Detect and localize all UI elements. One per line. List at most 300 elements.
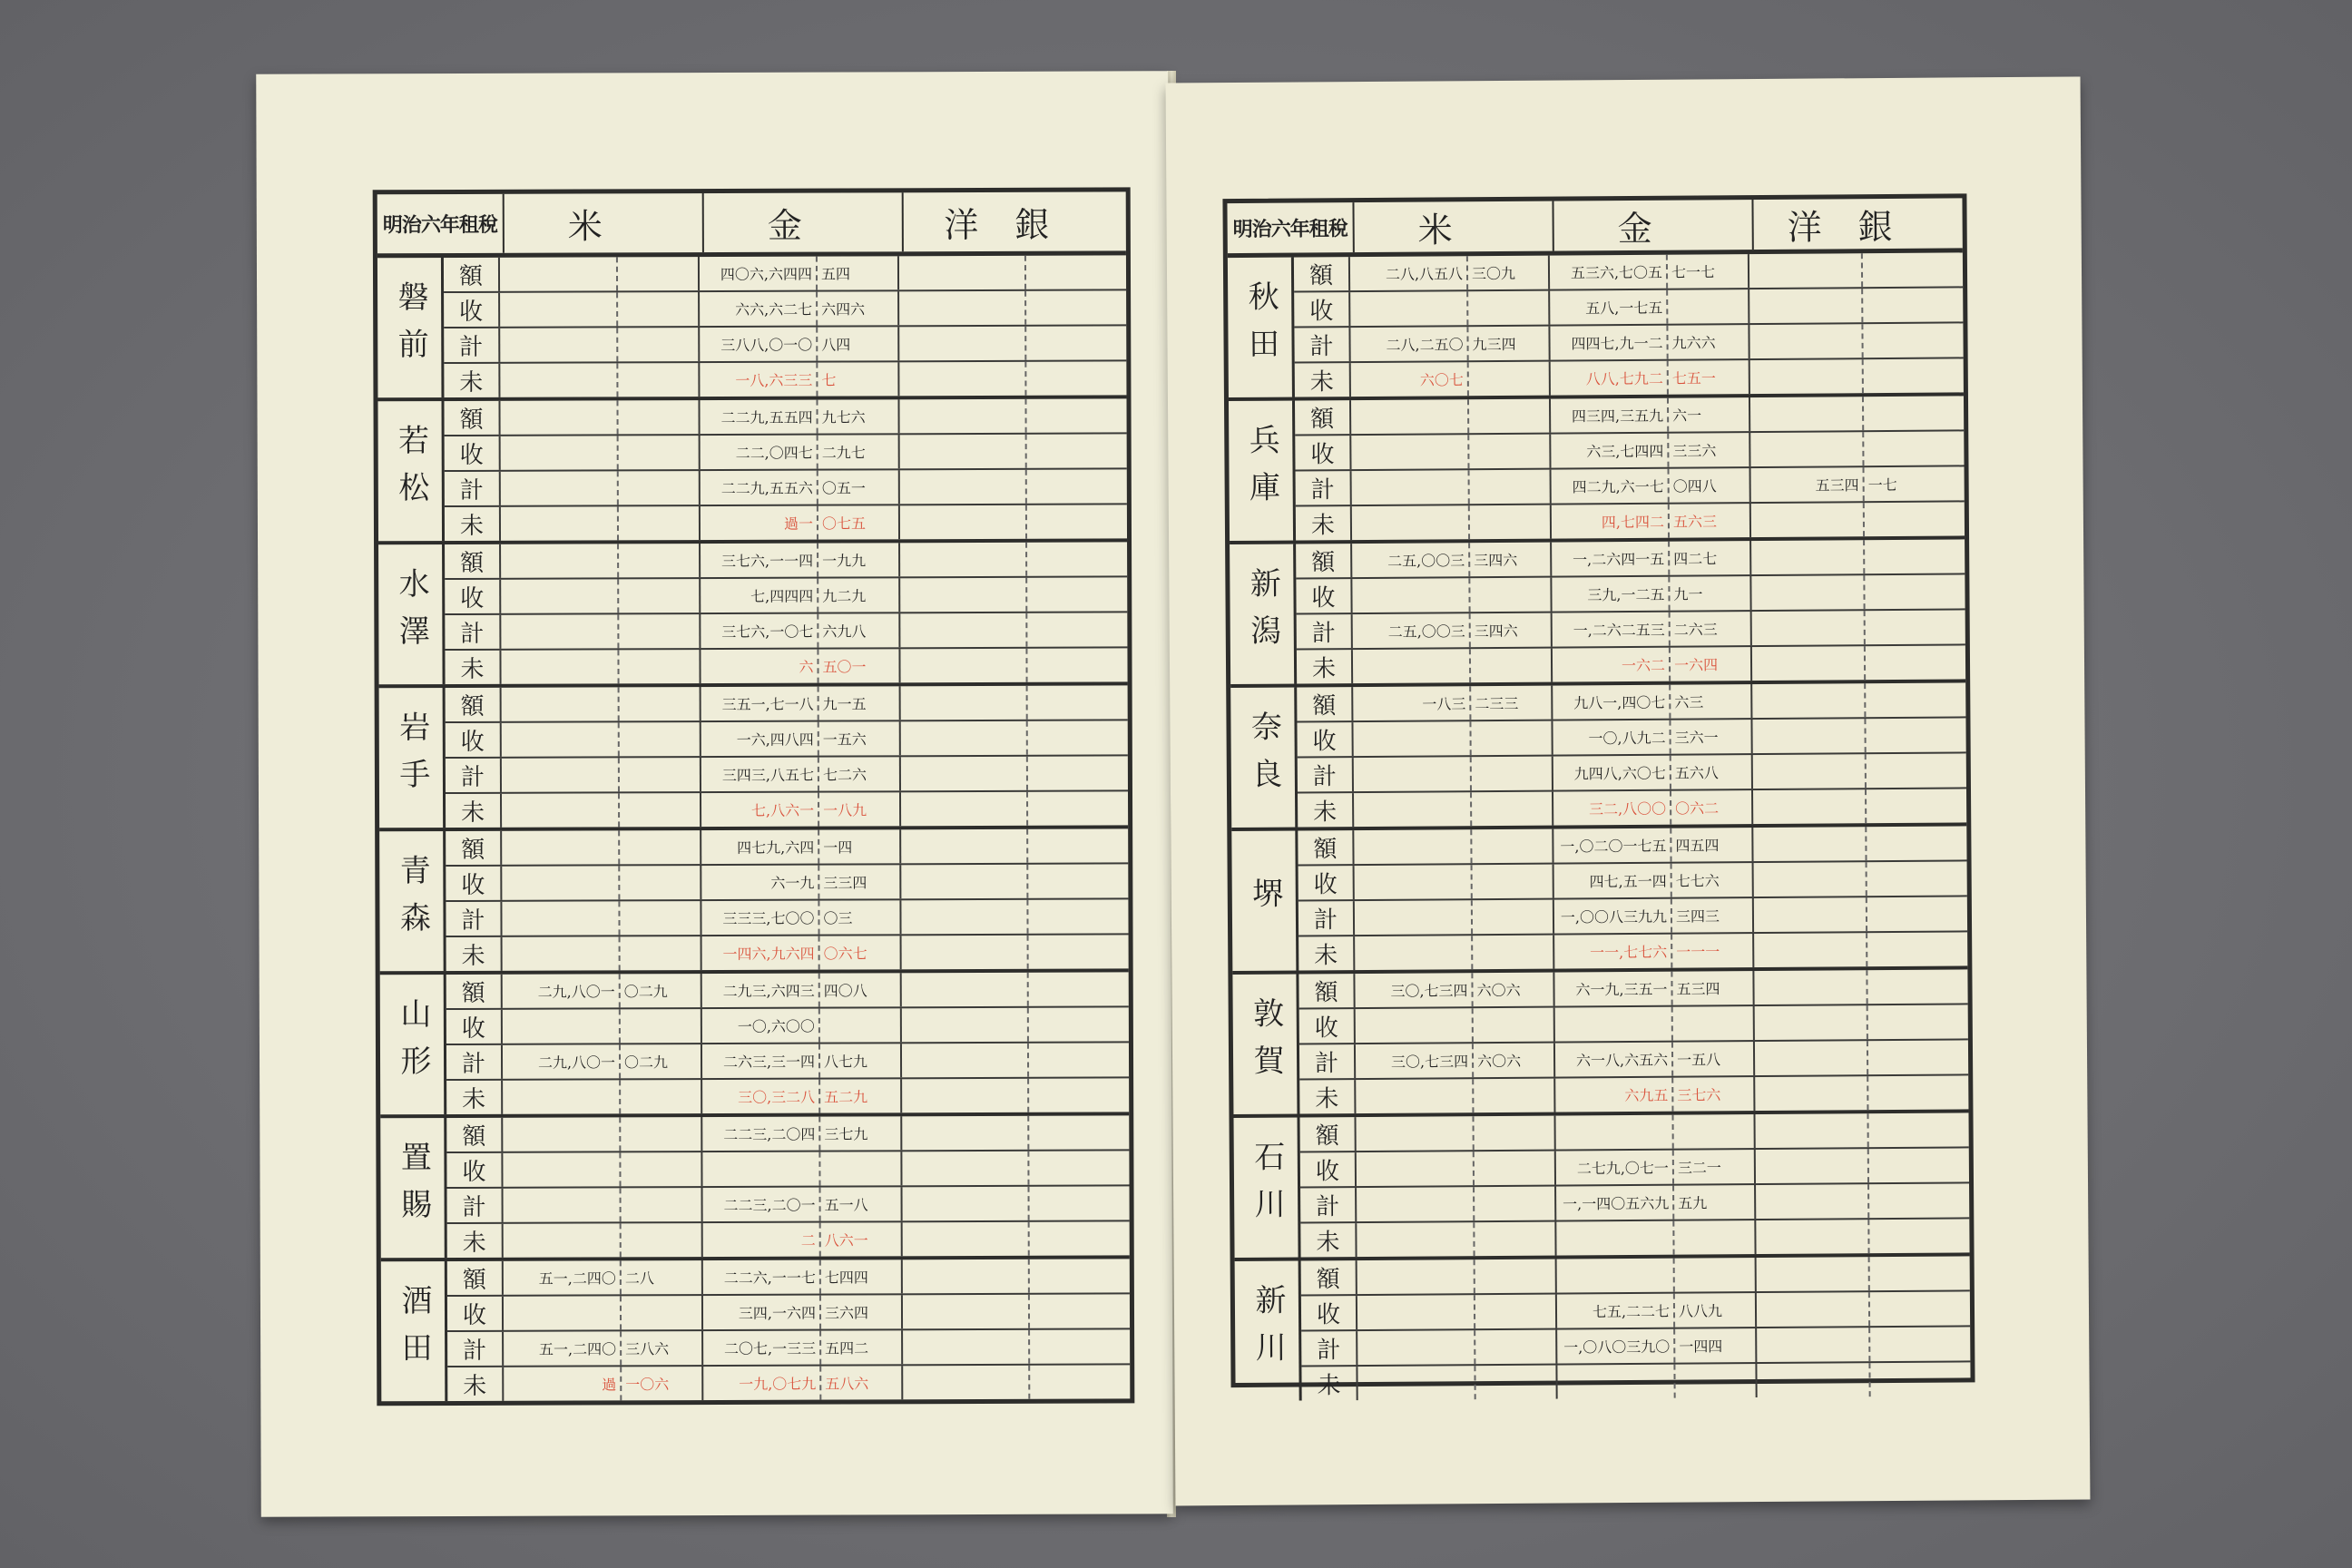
rice-fraction	[619, 471, 701, 505]
row-group	[1300, 1112, 1970, 1257]
prefecture-name: 兵庫	[1229, 401, 1296, 542]
silver-fraction	[1867, 897, 1967, 931]
silver-value	[900, 578, 1027, 612]
silver-value	[901, 829, 1028, 863]
gold-value: 二二六,一一七	[703, 1260, 821, 1294]
rice-fraction: 〇二九	[621, 974, 702, 1007]
rice-fraction	[1475, 1330, 1557, 1365]
rice-value	[1352, 505, 1470, 540]
gold-value: 二〇七,一三三	[703, 1331, 821, 1365]
row-label: 計	[446, 902, 502, 936]
rice-fraction	[1475, 1259, 1557, 1294]
gold-fraction: 六一	[1669, 397, 1750, 432]
row-label: 收	[1294, 292, 1350, 326]
prefecture-name: 若松	[377, 401, 445, 541]
row-label: 未	[447, 1224, 504, 1258]
rice-value	[1350, 291, 1468, 326]
row-label: 額	[1298, 830, 1354, 864]
silver-value	[1750, 359, 1864, 394]
rice-fraction	[618, 292, 700, 326]
rice-value: 五一,二四〇	[504, 1260, 622, 1294]
table-row	[1299, 1075, 1968, 1113]
row-label: 計	[1300, 1188, 1357, 1221]
gold-fraction: 五四	[818, 256, 899, 289]
silver-fraction	[1869, 1219, 1969, 1253]
gold-fraction: 三七九	[820, 1116, 902, 1150]
gold-fraction: 七一七	[1668, 254, 1749, 289]
prefecture-block	[380, 972, 1130, 1118]
row-label: 未	[1300, 1223, 1357, 1257]
row-label: 收	[1297, 722, 1353, 756]
rice-fraction	[1469, 362, 1551, 397]
rice-value	[500, 257, 618, 290]
gold-fraction: 九一五	[819, 686, 901, 720]
left-page	[256, 71, 1173, 1516]
row-label: 額	[1298, 974, 1355, 1007]
rice-heading: 米	[1354, 201, 1553, 253]
table-row	[1295, 431, 1964, 471]
gold-fraction	[1673, 1006, 1755, 1041]
silver-value	[903, 1222, 1030, 1256]
gold-fraction: 三四三	[1672, 898, 1754, 933]
silver-fraction	[1028, 756, 1128, 789]
gold-fraction: 一六四	[1671, 647, 1752, 681]
rice-fraction	[621, 1080, 702, 1113]
table-row	[1300, 1148, 1969, 1188]
gold-value: 二二九,五五六	[701, 471, 818, 505]
gold-value: 一六,四八四	[701, 722, 819, 756]
row-label: 計	[1298, 901, 1355, 935]
gold-value: 三四三,八五七	[701, 758, 819, 791]
table-row	[445, 542, 1127, 580]
gold-fraction: 二九七	[818, 435, 900, 468]
gold-value: 四〇六,六四四	[700, 257, 818, 290]
row-label: 額	[446, 688, 502, 721]
silver-value	[1756, 1149, 1869, 1183]
rice-fraction	[1471, 649, 1553, 683]
row-group	[1298, 826, 1967, 970]
gold-value: 過一	[701, 506, 818, 540]
row-label: 未	[444, 364, 500, 397]
silver-fraction	[1868, 1075, 1968, 1110]
gold-fraction	[1673, 1114, 1755, 1149]
gold-fraction: 四五四	[1671, 828, 1753, 862]
row-group	[1297, 682, 1966, 827]
row-label: 計	[1294, 328, 1350, 361]
rice-value	[1357, 1366, 1475, 1400]
gold-value: 九八一,四〇七	[1553, 685, 1671, 720]
table-row	[1295, 358, 1964, 397]
row-label: 計	[445, 472, 501, 505]
era-heading: 明治六年租稅	[1227, 202, 1354, 253]
prefecture-block	[1229, 396, 1965, 544]
table-row	[1298, 826, 1966, 866]
table-row	[447, 1365, 1130, 1401]
tax-table-left	[373, 187, 1135, 1406]
gold-value: 三八八,〇一〇	[700, 328, 818, 361]
gold-fraction: 三六四	[821, 1295, 903, 1328]
table-row	[446, 791, 1128, 828]
rice-fraction	[1470, 578, 1552, 612]
rice-value	[1353, 649, 1471, 683]
row-label: 未	[1301, 1367, 1357, 1400]
silver-fraction	[1028, 899, 1128, 933]
rice-value	[502, 830, 620, 864]
silver-fraction	[1030, 1259, 1130, 1292]
silver-fraction	[1870, 1291, 1970, 1326]
silver-value	[903, 1259, 1030, 1293]
silver-value	[1751, 503, 1865, 537]
gold-fraction: 五六三	[1670, 504, 1751, 538]
silver-fraction	[1027, 612, 1127, 646]
row-label: 收	[445, 436, 501, 470]
gold-value: 二二三,二〇一	[703, 1188, 821, 1221]
row-label: 未	[1296, 506, 1352, 540]
prefecture-name: 秋田	[1228, 258, 1295, 398]
gold-value: 二二三,二〇四	[702, 1117, 820, 1151]
row-label: 額	[1296, 544, 1352, 577]
silver-value	[899, 291, 1026, 325]
table-row	[1298, 789, 1966, 827]
tax-table-right	[1222, 193, 1975, 1400]
row-label: 收	[446, 723, 502, 757]
gold-fraction: 〇六七	[820, 936, 902, 969]
silver-fraction	[1027, 434, 1127, 467]
gold-value: 九四八,六〇七	[1553, 756, 1671, 790]
rice-fraction	[1473, 900, 1554, 935]
table-row	[1298, 753, 1966, 793]
table-row	[446, 1115, 1129, 1153]
silver-value	[1751, 575, 1865, 610]
table-row	[446, 1043, 1129, 1081]
silver-value	[1752, 683, 1866, 718]
silver-value	[899, 362, 1026, 396]
gold-value: 四七九,六四	[701, 830, 819, 864]
row-label: 額	[447, 1261, 504, 1295]
gold-fraction: 三二一	[1674, 1150, 1756, 1184]
row-group	[446, 972, 1130, 1114]
gold-value: 三四,一六四	[703, 1296, 821, 1329]
gold-fraction: 二六三	[1671, 612, 1752, 646]
prefecture-block	[1234, 1112, 1970, 1261]
rice-value	[501, 506, 619, 540]
prefecture-block	[1235, 1256, 1971, 1401]
silver-fraction	[1026, 255, 1126, 289]
row-label: 收	[1300, 1152, 1357, 1186]
rice-value	[500, 292, 618, 326]
silver-value	[902, 936, 1029, 969]
gold-value: 二二,〇四七	[701, 436, 818, 469]
rice-value	[1355, 900, 1473, 935]
rice-value: 六〇七	[1351, 362, 1469, 397]
silver-value	[1756, 1220, 1869, 1254]
rice-fraction	[1475, 1366, 1557, 1400]
silver-fraction	[1863, 252, 1963, 287]
prefecture-block	[1232, 969, 1968, 1118]
rice-fraction	[620, 830, 701, 864]
rice-value: 一八三	[1353, 686, 1471, 720]
silver-fraction	[1028, 791, 1128, 825]
gold-value: 二七九,〇七一	[1556, 1151, 1674, 1185]
silver-value	[1753, 827, 1867, 861]
silver-fraction	[1869, 1148, 1969, 1182]
row-label: 收	[446, 1153, 503, 1187]
silver-fraction	[1870, 1256, 1970, 1290]
silver-value	[902, 1008, 1029, 1042]
rice-value	[501, 436, 619, 469]
prefecture-block	[1230, 682, 1966, 831]
silver-fraction	[1865, 539, 1965, 573]
table-row	[447, 1294, 1130, 1332]
silver-fraction	[1030, 1186, 1130, 1220]
rice-fraction	[619, 650, 701, 683]
row-label: 計	[1298, 758, 1354, 791]
row-label: 未	[1297, 650, 1353, 683]
gold-fraction: 〇七五	[818, 505, 900, 539]
gold-fraction: 五〇一	[818, 649, 900, 682]
row-label: 額	[1295, 400, 1351, 434]
silver-value	[1757, 1328, 1870, 1362]
silver-value	[899, 399, 1026, 433]
silver-fraction	[1027, 542, 1127, 575]
gold-fraction: 七七六	[1672, 863, 1754, 897]
right-page	[1166, 77, 2091, 1506]
rice-value: 二九,八〇一	[503, 1044, 621, 1078]
row-label: 未	[447, 1367, 504, 1401]
silver-fraction	[1029, 1078, 1129, 1112]
gold-fraction: 七四四	[821, 1259, 903, 1293]
row-group	[1296, 539, 1965, 683]
gold-value: 一,一四〇五六九	[1556, 1186, 1674, 1220]
silver-fraction	[1868, 1004, 1968, 1039]
gold-value: 七五,二二七	[1557, 1294, 1675, 1328]
silver-fraction	[1866, 718, 1965, 752]
silver-value	[902, 1152, 1029, 1185]
silver-value	[1757, 1292, 1870, 1327]
rice-value	[501, 614, 619, 648]
silver-value	[1754, 862, 1867, 897]
silver-value	[1749, 324, 1863, 358]
table-row	[447, 1221, 1130, 1258]
rice-value	[501, 650, 619, 683]
table-row	[445, 434, 1127, 472]
rice-value	[1354, 829, 1472, 864]
table-row	[1296, 502, 1965, 540]
prefecture-name: 堺	[1231, 831, 1298, 972]
table-row	[445, 612, 1127, 651]
gold-value: 七,四四四	[701, 579, 818, 612]
gold-fraction	[820, 1152, 902, 1185]
rice-value	[501, 579, 619, 612]
gold-value: 一,〇二〇一七五	[1553, 828, 1671, 863]
rice-fraction	[1469, 435, 1551, 469]
rice-value	[503, 1152, 621, 1186]
gold-fraction: 〇四八	[1670, 468, 1751, 503]
rice-fraction	[1475, 1222, 1556, 1257]
rice-value	[502, 687, 620, 720]
silver-value	[902, 1116, 1029, 1150]
gold-fraction	[1674, 1220, 1756, 1255]
gold-fraction: 九一	[1670, 576, 1751, 611]
gold-value: 四七,五一四	[1554, 864, 1672, 898]
gold-value	[1557, 1259, 1675, 1293]
row-group	[1301, 1256, 1971, 1400]
silver-value	[1754, 897, 1867, 932]
row-group	[446, 685, 1129, 828]
rice-value	[1353, 721, 1471, 756]
silver-value	[900, 613, 1027, 647]
rice-fraction	[1473, 936, 1554, 970]
silver-value: 五三四	[1751, 467, 1865, 502]
rice-fraction	[621, 1152, 702, 1186]
gold-value: 一〇,八九二	[1553, 720, 1671, 755]
rice-value: 二九,八〇一	[503, 974, 621, 1007]
table-row	[446, 685, 1128, 723]
gold-heading: 金	[704, 192, 904, 252]
prefecture-name: 置賜	[380, 1118, 447, 1258]
silver-fraction	[1867, 861, 1967, 896]
table-row	[446, 828, 1128, 867]
rice-value	[501, 544, 619, 577]
row-label: 收	[1299, 1009, 1356, 1043]
rice-fraction	[618, 328, 700, 361]
rice-fraction	[1475, 1295, 1557, 1329]
gold-fraction: 〇五一	[818, 470, 900, 504]
table-row	[1299, 1004, 1968, 1044]
silver-fraction	[1026, 361, 1126, 395]
gold-value: 六六,六二七	[700, 292, 818, 326]
row-label: 計	[446, 1045, 503, 1079]
table-row	[445, 648, 1127, 684]
gold-value	[702, 1152, 820, 1186]
gold-value: 一,〇〇八三九九	[1554, 899, 1672, 934]
gold-fraction: 三七六	[1673, 1077, 1755, 1112]
silver-fraction	[1030, 1221, 1130, 1255]
silver-value	[1749, 253, 1863, 288]
row-label: 收	[446, 1010, 503, 1044]
rice-fraction	[620, 866, 701, 899]
table-row	[1300, 1112, 1969, 1152]
gold-fraction	[1668, 289, 1749, 324]
rice-value	[1356, 1116, 1474, 1151]
row-group	[446, 828, 1129, 971]
gold-fraction: 五三四	[1672, 971, 1754, 1005]
rice-fraction	[621, 1117, 702, 1151]
rice-value	[1357, 1330, 1475, 1365]
silver-value	[1755, 1041, 1868, 1075]
rice-value	[1352, 470, 1470, 505]
gold-fraction: 一五六	[819, 721, 901, 755]
gold-value: 一八,六三三	[700, 363, 818, 397]
row-label: 未	[446, 794, 502, 828]
silver-value	[900, 543, 1027, 576]
table-body	[377, 255, 1130, 1401]
table-row	[447, 1186, 1130, 1224]
rice-fraction	[1470, 505, 1552, 540]
prefecture-name: 山形	[380, 975, 447, 1114]
gold-value	[1555, 1115, 1673, 1150]
prefecture-block	[1228, 252, 1964, 401]
prefecture-name: 岩手	[379, 688, 446, 828]
rice-value	[504, 1223, 622, 1257]
rice-fraction	[1473, 865, 1554, 899]
silver-value	[899, 327, 1026, 360]
rice-fraction: 〇二九	[621, 1044, 702, 1078]
rice-value: 二八,八五八	[1350, 256, 1468, 290]
gold-value: 一,〇八〇三九〇	[1557, 1329, 1675, 1364]
gold-fraction: 八四	[818, 327, 899, 360]
rice-fraction	[622, 1296, 703, 1329]
gold-value: 二二九,五五四	[700, 400, 818, 434]
gold-fraction: 九二九	[818, 578, 900, 612]
silver-value	[903, 1330, 1030, 1364]
row-label: 計	[447, 1332, 504, 1366]
table-row	[444, 326, 1126, 364]
table-row	[446, 1007, 1129, 1045]
silver-value	[901, 900, 1028, 934]
prefecture-name: 磐前	[377, 258, 445, 397]
rice-fraction	[620, 722, 701, 756]
gold-value: 七,八六一	[701, 793, 819, 827]
table-row	[1296, 466, 1965, 506]
silver-value	[1756, 1184, 1869, 1219]
table-row	[1301, 1291, 1970, 1331]
silver-value	[1755, 1076, 1868, 1111]
gold-fraction: 九六六	[1668, 325, 1749, 359]
rice-value	[1357, 1187, 1475, 1221]
gold-value: 三三三,七〇〇	[701, 901, 819, 935]
gold-fraction: 三六一	[1671, 720, 1752, 754]
row-label: 未	[445, 507, 501, 541]
prefecture-name: 奈良	[1230, 688, 1298, 828]
rice-value	[1357, 1222, 1475, 1257]
silver-value	[1757, 1257, 1870, 1291]
table-row	[1297, 610, 1965, 650]
silver-heading: 洋銀	[944, 204, 1086, 246]
rice-fraction	[1474, 1116, 1555, 1151]
rice-fraction	[1474, 1008, 1555, 1043]
gold-value: 一九,〇七九	[703, 1367, 821, 1400]
silver-value	[902, 1079, 1029, 1112]
gold-value: 二九三,六四三	[702, 974, 820, 1007]
silver-fraction	[1866, 610, 1965, 644]
silver-fraction	[1867, 826, 1966, 860]
gold-fraction: 〇六二	[1671, 790, 1753, 825]
silver-fraction	[1028, 720, 1128, 754]
gold-fraction: 一四	[819, 829, 901, 863]
table-row	[446, 1078, 1129, 1114]
silver-fraction	[1027, 505, 1127, 538]
silver-fraction	[1870, 1362, 1970, 1396]
rice-fraction: 三〇九	[1468, 256, 1550, 290]
rice-fraction	[621, 936, 702, 970]
row-label: 收	[1301, 1296, 1357, 1329]
silver-value	[903, 1295, 1030, 1328]
silver-fraction	[1028, 685, 1128, 719]
rice-value	[1357, 1152, 1475, 1186]
silver-fraction	[1026, 326, 1126, 359]
silver-fraction	[1870, 1327, 1970, 1361]
prefecture-block	[379, 685, 1129, 831]
row-label: 計	[444, 328, 500, 362]
silver-value	[899, 256, 1026, 289]
rice-value: 三〇,七三四	[1356, 1044, 1474, 1078]
silver-fraction	[1030, 1294, 1130, 1328]
silver-fraction	[1866, 645, 1965, 680]
row-label: 收	[1296, 579, 1352, 612]
silver-fraction	[1029, 1043, 1129, 1076]
gold-value: 四二九,六一七	[1552, 469, 1670, 504]
